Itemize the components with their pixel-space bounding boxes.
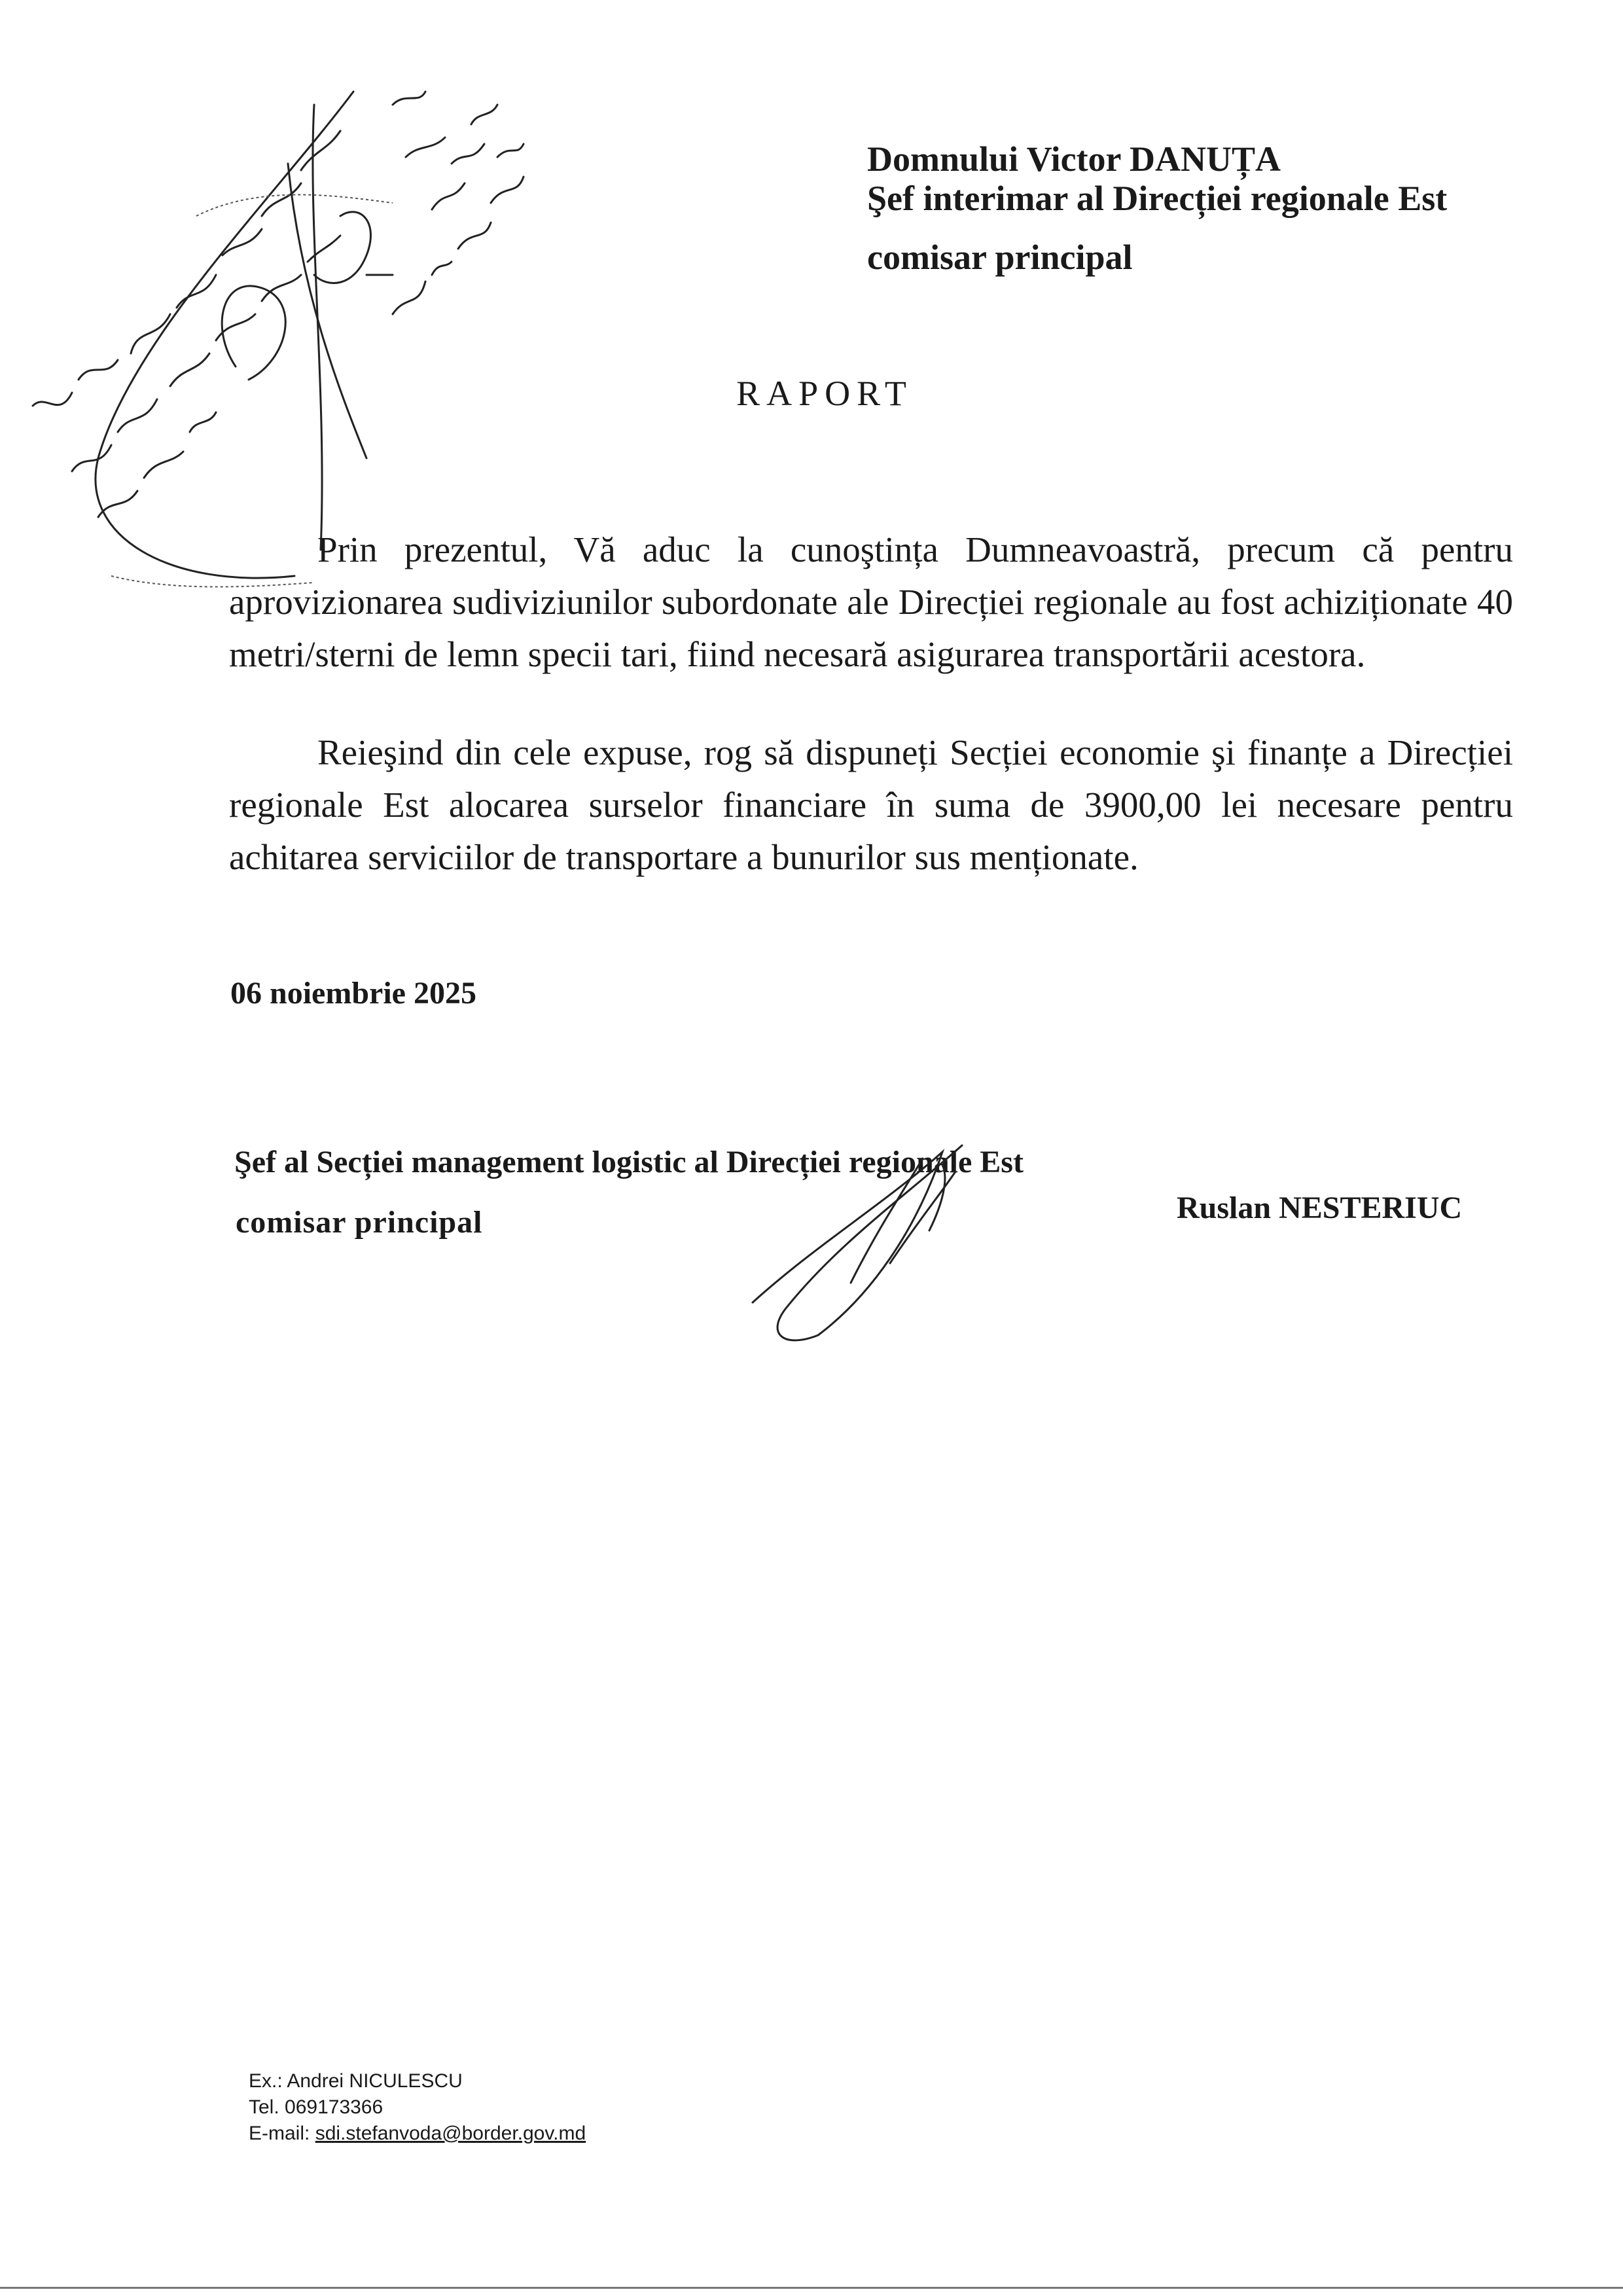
addressee-name: Domnului Victor DANUȚA <box>867 139 1281 179</box>
signatory-name: Ruslan NESTERIUC <box>1177 1191 1463 1225</box>
phone-line: Tel. 069173366 <box>249 2096 383 2118</box>
addressee-position: Şef interimar al Direcției regionale Est <box>867 179 1448 218</box>
document-title: RAPORT <box>736 374 913 413</box>
signatory-position: Şef al Secției management logistic al Direcției regionale Est <box>234 1145 1024 1179</box>
email-link[interactable]: sdi.stefanvoda@border.gov.md <box>315 2123 586 2144</box>
body-paragraph-1: Prin prezentul, Vă aduc la cunoştința Dumneavoastră, precum că pentru aprovizionarea sudiviziunilor subordonate ale Direcției regionale au fost achiziționate 40 metri/sterni de lemn specii tari, fiind necesară asigurarea transportării acestora. <box>229 529 1513 674</box>
email-line <box>249 2121 586 2147</box>
email-label: E-mail: <box>249 2123 315 2144</box>
addressee-rank: comisar principal <box>867 238 1133 277</box>
body-paragraph-2: Reieşind din cele expuse, rog să dispuneți Secției economie şi finanțe a Direcției regionale Est alocarea surselor financiare în suma de 3900,00 lei necesare pentru achitarea serviciilor de transportare a bunurilor sus menționate. <box>229 732 1513 877</box>
signatory-rank: comisar principal <box>236 1205 483 1240</box>
document-date: 06 noiembrie 2025 <box>230 976 476 1011</box>
executor-line: Ex.: Andrei NICULESCU <box>249 2070 463 2092</box>
scan-edge-line <box>0 2287 1623 2289</box>
